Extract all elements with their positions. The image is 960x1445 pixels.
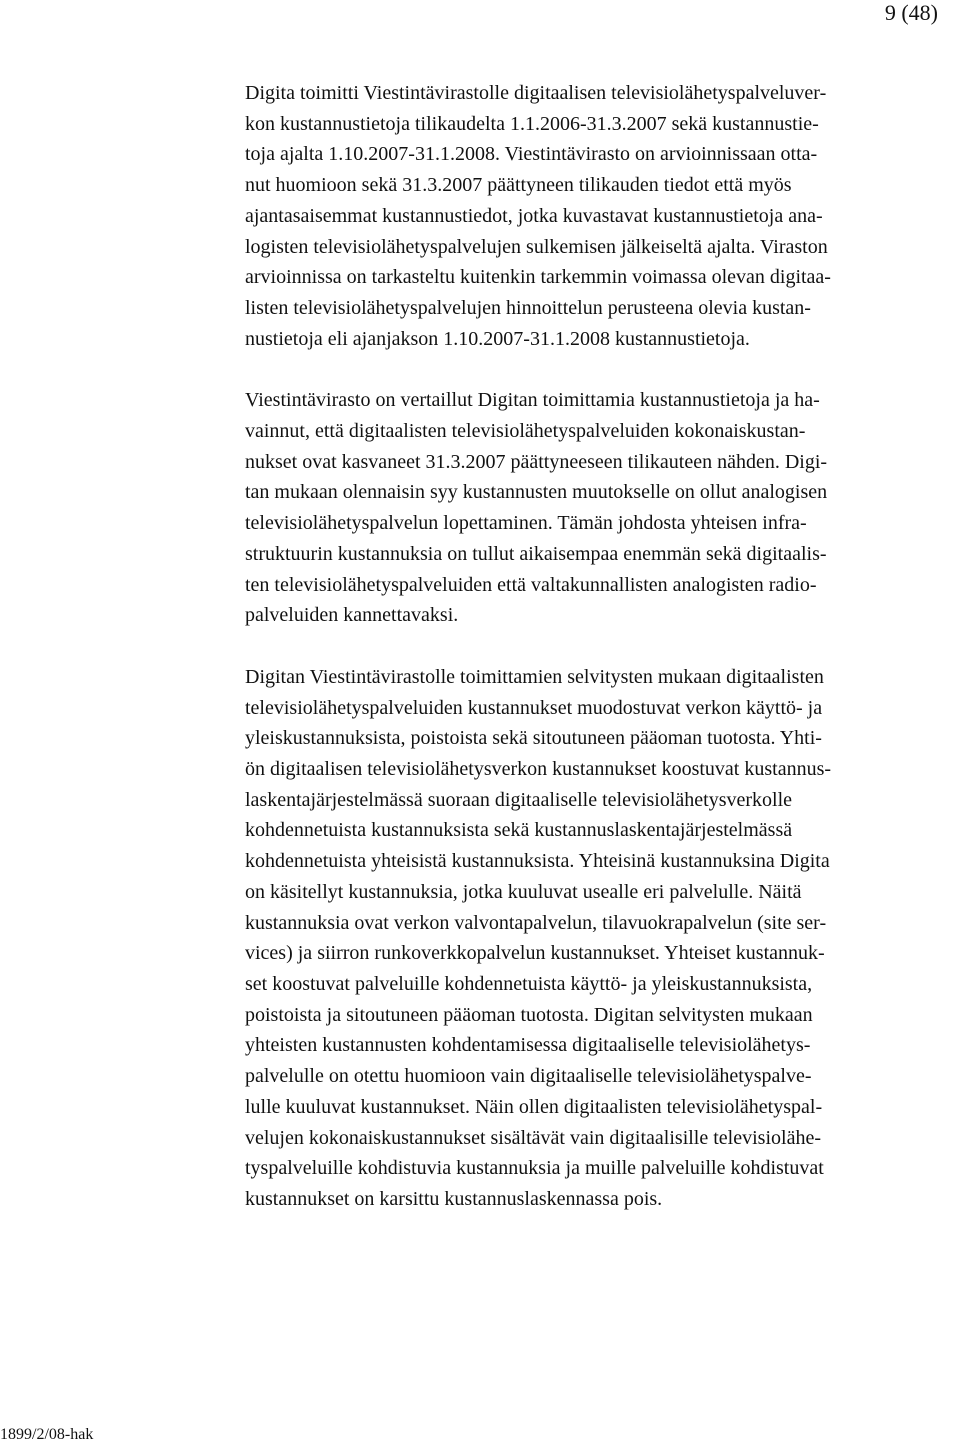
text-line: kon kustannustietoja tilikaudelta 1.1.2006-31.3.2007 sekä kustannustie-: [245, 112, 819, 135]
text-line: kustannuksia ovat verkon valvontapalvelun, tilavuokrapalvelun (site ser-: [245, 911, 827, 934]
text-line: nukset ovat kasvaneet 31.3.2007 päättyneeseen tilikauteen nähden. Digi-: [245, 450, 828, 473]
document-body: [245, 78, 950, 1215]
text-line: lulle kuuluvat kustannukset. Näin ollen digitaalisten televisiolähetyspal-: [245, 1095, 823, 1118]
text-line: tyspalveluille kohdistuvia kustannuksia ja muille palveluille kohdistuvat: [245, 1157, 824, 1180]
text-line: arvioinnissa on tarkasteltu kuitenkin tarkemmin voimassa olevan digitaa-: [245, 266, 831, 289]
text-line: on käsitellyt kustannuksia, jotka kuuluvat usealle eri palvelulle. Näitä: [245, 880, 802, 903]
text-line: nustietoja eli ajanjakson 1.10.2007-31.1.2008 kustannustietoja.: [245, 327, 750, 350]
text-line: set koostuvat palveluille kohdennetuista käyttö- ja yleiskustannuksista,: [245, 972, 813, 995]
text-line: palveluiden kannettavaksi.: [245, 604, 459, 627]
text-line: ön digitaalisen televisiolähetysverkon kustannukset koostuvat kustannus-: [245, 758, 832, 781]
text-line: velujen kokonaiskustannukset sisältävät vain digitaalisille televisiolähe-: [245, 1126, 821, 1149]
text-line: ajantasaisemmat kustannustiedot, jotka kuvastavat kustannustietoja ana-: [245, 204, 823, 227]
text-line: vainnut, että digitaalisten televisiolähetyspalveluiden kokonaiskustan-: [245, 420, 806, 443]
text-line: laskentajärjestelmässä suoraan digitaaliselle televisiolähetysverkolle: [245, 788, 793, 811]
text-line: yhteisten kustannusten kohdentamisessa digitaaliselle televisiolähetys-: [245, 1034, 811, 1057]
text-line: yleiskustannuksista, poistoista sekä sitoutuneen pääoman tuotosta. Yhti-: [245, 727, 822, 750]
text-line: televisiolähetyspalvelun lopettaminen. Tämän johdosta yhteisen infra-: [245, 512, 807, 535]
text-line: palvelulle on otettu huomioon vain digitaaliselle televisiolähetyspalve-: [245, 1065, 812, 1088]
text-line: Viestintävirasto on vertaillut Digitan toimittamia kustannustietoja ja ha-: [245, 389, 820, 412]
text-line: tan mukaan olennaisin syy kustannusten muutokselle on ollut analogisen: [245, 481, 828, 504]
paragraph-cost-data-submission: [245, 78, 950, 354]
paragraph-cost-comparison: [245, 385, 950, 631]
document-reference: 1899/2/08-hak: [0, 1426, 94, 1443]
text-line: poistoista ja sitoutuneen pääoman tuotosta. Digitan selvitysten mukaan: [245, 1003, 813, 1026]
text-line: listen televisiolähetyspalvelujen hinnoittelun perusteena olevia kustan-: [245, 296, 811, 319]
text-line: toja ajalta 1.10.2007-31.1.2008. Viestintävirasto on arvioinnissaan otta-: [245, 143, 818, 166]
text-line: kohdennetuista yhteisistä kustannuksista. Yhteisinä kustannuksina Digita: [245, 850, 830, 873]
paragraph-cost-structure: [245, 662, 950, 1215]
text-line: struktuurin kustannuksia on tullut aikaisempaa enemmän sekä digitaalis-: [245, 542, 827, 565]
text-line: Digitan Viestintävirastolle toimittamien selvitysten mukaan digitaalisten: [245, 665, 824, 688]
text-line: kohdennetuista kustannuksista sekä kustannuslaskentajärjestelmässä: [245, 819, 793, 842]
text-line: nut huomioon sekä 31.3.2007 päättyneen tilikauden tiedot että myös: [245, 174, 792, 197]
text-line: kustannukset on karsittu kustannuslaskennassa pois.: [245, 1187, 663, 1210]
text-line: logisten televisiolähetyspalvelujen sulkemisen jälkeiseltä ajalta. Viraston: [245, 235, 828, 258]
text-line: Digita toimitti Viestintävirastolle digitaalisen televisiolähetyspalveluver-: [245, 82, 827, 104]
text-line: ten televisiolähetyspalveluiden että valtakunnallisten analogisten radio-: [245, 573, 817, 596]
page-number: 9 (48): [884, 0, 938, 25]
text-line: televisiolähetyspalveluiden kustannukset muodostuvat verkon käyttö- ja: [245, 696, 823, 719]
text-line: vices) ja siirron runkoverkkopalvelun kustannukset. Yhteiset kustannuk-: [245, 942, 825, 965]
